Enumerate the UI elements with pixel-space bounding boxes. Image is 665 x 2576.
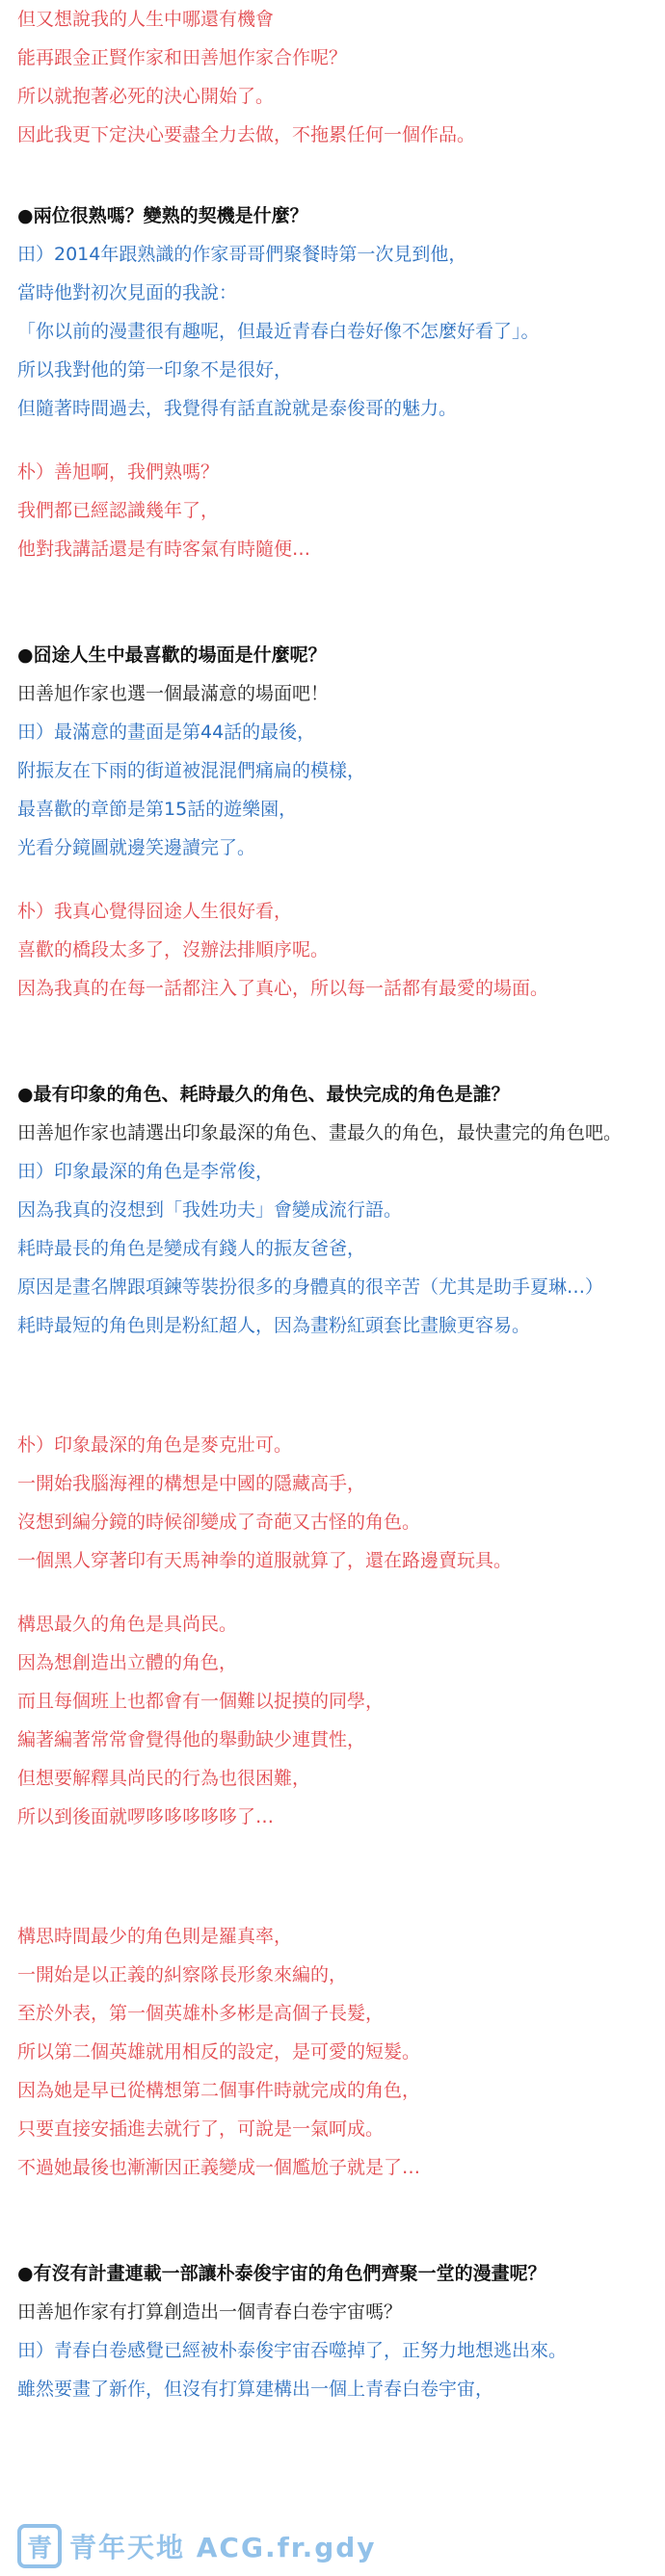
section-3-subtitle: 田善旭作家也請選出印象最深的角色、畫最久的角色，最快畫完的角色吧。	[17, 1122, 623, 1143]
jeon-answer-line: 雖然要畫了新作，但沒有打算建構出一個上青春白卷宇宙，	[17, 2379, 494, 2400]
section-4	[17, 2254, 665, 2408]
park-answer-line: 編著編著常常會覺得他的舉動缺少連貫性，	[17, 1729, 366, 1750]
jeon-answer-line: 耗時最長的角色是變成有錢人的振友爸爸，	[17, 1238, 366, 1259]
section-4-subtitle: 田善旭作家有打算創造出一個青春白卷宇宙嗎？	[17, 2301, 403, 2323]
jeon-answer-line: 光看分鏡圖就邊笑邊讀完了。	[17, 837, 256, 858]
park-answer-line: 不過她最後也漸漸因正義變成一個尷尬子就是了…	[17, 2157, 421, 2178]
jeon-answer-line: 田）印象最深的角色是李常俊，	[17, 1161, 275, 1182]
park-answer-line: 所以到後面就啰哆哆哆哆哆了…	[17, 1806, 275, 1827]
park-answer-line: 一個黑人穿著印有天馬神拳的道服就算了，還在路邊賣玩具。	[17, 1550, 513, 1571]
site-watermark-logo	[17, 2522, 519, 2570]
park-answer-line: 他對我講話還是有時客氣有時隨便…	[17, 539, 311, 560]
jeon-answer-line: 所以我對他的第一印象不是很好，	[17, 359, 293, 381]
watermark-logo-icon: 青	[17, 2524, 62, 2568]
jeon-answer-line: 「你以前的漫畫很有趣呢，但最近青春白卷好像不怎麼好看了」。	[17, 321, 540, 342]
park-answer-line: 因為她是早已從構想第二個事件時就完成的角色，	[17, 2080, 421, 2101]
intro-line: 但又想說我的人生中哪還有機會	[17, 9, 275, 30]
section-2	[17, 636, 665, 1008]
park-answer-line: 所以第二個英雄就用相反的設定，是可愛的短髮。	[17, 2041, 421, 2063]
section-1	[17, 197, 665, 568]
jeon-answer-line: 最喜歡的章節是第15話的遊樂園，	[17, 799, 298, 820]
section-4-question: ●有沒有計畫連載一部讓朴泰俊宇宙的角色們齊聚一堂的漫畫呢？	[17, 2263, 546, 2284]
intro-line: 能再跟金正賢作家和田善旭作家合作呢？	[17, 47, 348, 68]
park-answer-line: 而且每個班上也都會有一個難以捉摸的同學，	[17, 1691, 385, 1712]
park-answer-line: 只要直接安插進去就行了，可說是一氣呵成。	[17, 2118, 385, 2140]
section-3	[17, 1075, 665, 2187]
park-answer-line: 喜歡的橋段太多了，沒辦法排順序呢。	[17, 939, 330, 960]
park-answer-line: 沒想到編分鏡的時候卻變成了奇葩又古怪的角色。	[17, 1511, 421, 1533]
park-answer-line: 朴）我真心覺得囧途人生很好看，	[17, 901, 293, 922]
section-2-question: ●囧途人生中最喜歡的場面是什麼呢？	[17, 644, 327, 666]
intro-line: 因此我更下定決心要盡全力去做，不拖累任何一個作品。	[17, 124, 476, 145]
park-answer-line: 因為想創造出立體的角色，	[17, 1652, 238, 1673]
section-2-subtitle: 田善旭作家也選一個最滿意的場面吧！	[17, 683, 330, 704]
park-answer-line: 一開始我腦海裡的構想是中國的隱藏高手，	[17, 1473, 366, 1494]
section-1-question: ●兩位很熟嗎？變熟的契機是什麼？	[17, 205, 308, 226]
jeon-answer-line: 附振友在下雨的街道被混混們痛扁的模樣，	[17, 760, 366, 781]
park-answer-line: 朴）善旭啊，我們熟嗎？	[17, 461, 220, 483]
park-answer-line: 朴）印象最深的角色是麥克壯可。	[17, 1434, 293, 1456]
watermark-text: 青年天地 ACG.fr.gdy	[69, 2532, 377, 2563]
jeon-answer-line: 但隨著時間過去，我覺得有話直說就是泰俊哥的魅力。	[17, 398, 458, 419]
jeon-answer-line: 田）2014年跟熟識的作家哥哥們聚餐時第一次見到他，	[17, 244, 467, 265]
park-answer-line: 但想要解釋具尚民的行為也很困難，	[17, 1768, 311, 1789]
jeon-answer-line: 田）最滿意的畫面是第44話的最後，	[17, 722, 316, 743]
intro-block	[17, 0, 665, 154]
intro-line: 所以就抱著必死的決心開始了。	[17, 86, 275, 107]
park-answer-line: 構思最久的角色是具尚民。	[17, 1614, 238, 1635]
jeon-answer-line: 原因是畫名牌跟項鍊等裝扮很多的身體真的很辛苦（尤其是助手夏琳…）	[17, 1276, 604, 1298]
park-answer-line: 一開始是以正義的糾察隊長形象來編的，	[17, 1964, 348, 1985]
jeon-answer-line: 耗時最短的角色則是粉紅超人，因為畫粉紅頭套比畫臉更容易。	[17, 1315, 531, 1336]
park-answer-line: 至於外表，第一個英雄朴多彬是高個子長髮，	[17, 2003, 385, 2024]
section-3-question: ●最有印象的角色、耗時最久的角色、最快完成的角色是誰？	[17, 1084, 510, 1105]
park-answer-line: 我們都已經認識幾年了，	[17, 500, 220, 521]
park-answer-line: 因為我真的在每一話都注入了真心，所以每一話都有最愛的場面。	[17, 978, 549, 999]
jeon-answer-line: 田）青春白卷感覺已經被朴泰俊宇宙吞噬掉了，正努力地想逃出來。	[17, 2340, 568, 2361]
park-answer-line: 構思時間最少的角色則是羅真率，	[17, 1926, 293, 1947]
jeon-answer-line: 當時他對初次見面的我說：	[17, 282, 238, 303]
jeon-answer-line: 因為我真的沒想到「我姓功夫」會變成流行語。	[17, 1199, 403, 1221]
